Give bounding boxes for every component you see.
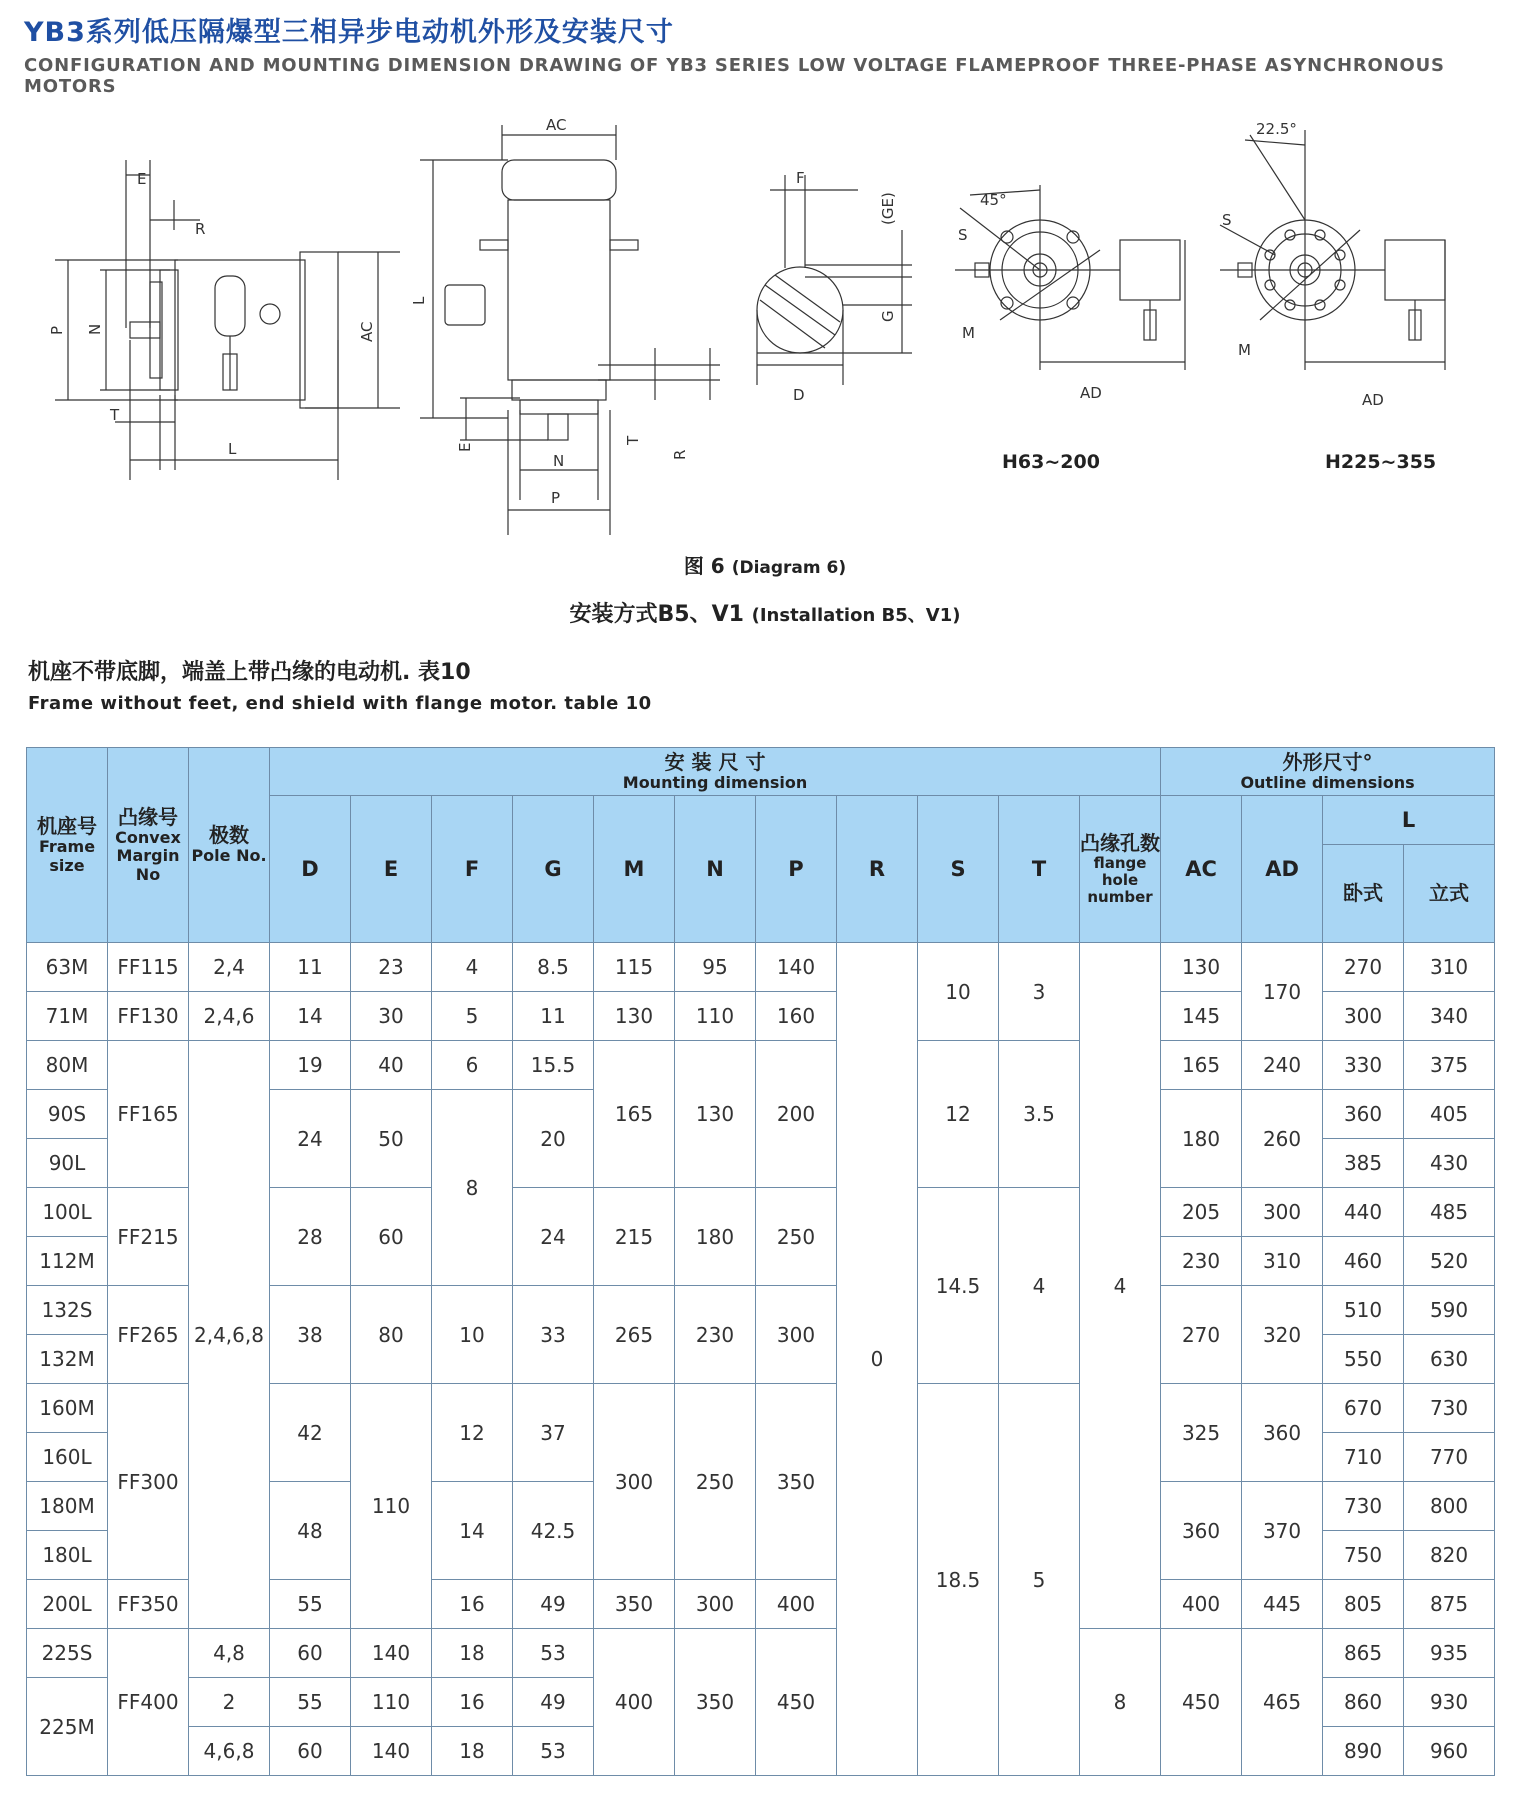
cell-flange: FF115 [108,943,189,992]
cell-P: 450 [756,1629,837,1776]
diagram-caption-en: (Diagram 6) [731,558,847,578]
header-L: L [1323,796,1495,845]
cell-E: 110 [351,1678,432,1727]
cell-pole: 4,8 [189,1629,270,1678]
cell-F: 18 [432,1629,513,1678]
cell-P: 350 [756,1384,837,1580]
cell-AC: 180 [1161,1090,1242,1188]
cell-frame: 160L [27,1433,108,1482]
cell-F: 10 [432,1286,513,1384]
cell-D: 48 [270,1482,351,1580]
cell-T: 4 [999,1188,1080,1384]
label-R-vertical: R [671,449,689,460]
table-title-cn: 机座不带底脚，端盖上带凸缘的电动机. 表10 [28,660,471,685]
label-G: G [879,310,897,322]
cell-D: 11 [270,943,351,992]
cell-pole: 2,4,6,8 [189,1041,270,1629]
header-T: T [999,796,1080,943]
header-N: N [675,796,756,943]
cell-frame: 180M [27,1482,108,1531]
label-R: R [195,220,206,238]
cell-E: 30 [351,992,432,1041]
cell-F: 12 [432,1384,513,1482]
label-P-vertical: P [551,489,561,507]
cell-L-vertical: 520 [1404,1237,1495,1286]
cell-L-horizontal: 360 [1323,1090,1404,1139]
cell-L-vertical: 770 [1404,1433,1495,1482]
cell-AD: 170 [1242,943,1323,1041]
cell-F: 5 [432,992,513,1041]
cell-F: 18 [432,1727,513,1776]
drawing-flange-large [1220,130,1445,370]
label-h-large: H225~355 [1325,451,1437,473]
label-D: D [793,386,805,404]
dimension-drawings [0,100,1530,570]
cell-E: 140 [351,1727,432,1776]
cell-L-vertical: 405 [1404,1090,1495,1139]
drawing-flange-small [955,185,1185,370]
cell-M: 215 [594,1188,675,1286]
cell-AC: 360 [1161,1482,1242,1580]
cell-G: 53 [513,1727,594,1776]
header-G: G [513,796,594,943]
cell-frame: 132S [27,1286,108,1335]
cell-L-horizontal: 440 [1323,1188,1404,1237]
header-F: F [432,796,513,943]
cell-F: 14 [432,1482,513,1580]
cell-D: 55 [270,1678,351,1727]
cell-N: 95 [675,943,756,992]
label-angle-45: 45° [980,191,1007,209]
cell-AD: 445 [1242,1580,1323,1629]
label-angle-22-5: 22.5° [1256,120,1297,138]
cell-flange: FF130 [108,992,189,1041]
label-P: P [48,325,66,335]
cell-N: 250 [675,1384,756,1580]
cell-frame: 90S [27,1090,108,1139]
label-GE: (GE) [879,192,897,225]
cell-L-horizontal: 550 [1323,1335,1404,1384]
header-E: E [351,796,432,943]
label-N: N [86,323,104,335]
label-E-vertical: E [456,442,474,452]
cell-E: 50 [351,1090,432,1188]
cell-L-vertical: 930 [1404,1678,1495,1727]
label-T-vertical: T [624,435,642,445]
cell-flange: FF300 [108,1384,189,1580]
cell-L-horizontal: 460 [1323,1237,1404,1286]
cell-D: 28 [270,1188,351,1286]
cell-L-vertical: 485 [1404,1188,1495,1237]
cell-N: 350 [675,1629,756,1776]
cell-E: 23 [351,943,432,992]
label-L: L [228,440,237,458]
cell-L-horizontal: 385 [1323,1139,1404,1188]
label-F: F [796,169,805,187]
label-M-small: M [962,324,975,342]
cell-E: 110 [351,1384,432,1629]
page-title-cn: YB3系列低压隔爆型三相异步电动机外形及安装尺寸 [24,17,674,48]
cell-E: 80 [351,1286,432,1384]
header-S: S [918,796,999,943]
header-L-vertical: 立式 [1404,845,1495,943]
cell-N: 300 [675,1580,756,1629]
cell-frame: 132M [27,1335,108,1384]
cell-S: 14.5 [918,1188,999,1384]
cell-G: 24 [513,1188,594,1286]
cell-L-horizontal: 890 [1323,1727,1404,1776]
cell-L-horizontal: 750 [1323,1531,1404,1580]
cell-frame: 225M [27,1678,108,1776]
cell-D: 24 [270,1090,351,1188]
cell-M: 165 [594,1041,675,1188]
cell-G: 53 [513,1629,594,1678]
cell-M: 265 [594,1286,675,1384]
cell-D: 42 [270,1384,351,1482]
cell-N: 230 [675,1286,756,1384]
cell-flange: FF215 [108,1188,189,1286]
cell-G: 37 [513,1384,594,1482]
table-row [27,1629,1495,1678]
cell-P: 200 [756,1041,837,1188]
label-E: E [137,170,147,188]
cell-G: 49 [513,1580,594,1629]
header-outline: 外形尺寸° Outline dimensions [1161,748,1495,796]
cell-D: 38 [270,1286,351,1384]
header-pole: 极数 Pole No. [189,748,270,943]
cell-M: 115 [594,943,675,992]
cell-frame: 225S [27,1629,108,1678]
cell-AD: 240 [1242,1041,1323,1090]
cell-AC: 205 [1161,1188,1242,1237]
cell-AD: 310 [1242,1237,1323,1286]
cell-L-vertical: 875 [1404,1580,1495,1629]
cell-frame: 100L [27,1188,108,1237]
cell-AC: 270 [1161,1286,1242,1384]
page-title-en: CONFIGURATION AND MOUNTING DIMENSION DRAWING OF YB3 SERIES LOW VOLTAGE FLAMEPROOF THREE-PHASE ASYNCHRONOUS MOTORS [24,55,1445,97]
cell-frame: 71M [27,992,108,1041]
cell-F: 16 [432,1580,513,1629]
cell-frame: 200L [27,1580,108,1629]
cell-D: 60 [270,1629,351,1678]
cell-L-horizontal: 865 [1323,1629,1404,1678]
cell-G: 49 [513,1678,594,1727]
cell-S: 12 [918,1041,999,1188]
cell-frame: 112M [27,1237,108,1286]
cell-L-vertical: 430 [1404,1139,1495,1188]
cell-AC: 230 [1161,1237,1242,1286]
cell-T: 3 [999,943,1080,1041]
cell-flange: FF265 [108,1286,189,1384]
cell-P: 300 [756,1286,837,1384]
cell-S: 10 [918,943,999,1041]
cell-pole: 2,4,6 [189,992,270,1041]
cell-E: 60 [351,1188,432,1286]
cell-M: 400 [594,1629,675,1776]
header-AD: AD [1242,796,1323,943]
cell-L-vertical: 960 [1404,1727,1495,1776]
cell-L-vertical: 935 [1404,1629,1495,1678]
cell-flange: FF350 [108,1580,189,1629]
installation-caption [0,597,1530,628]
cell-L-horizontal: 330 [1323,1041,1404,1090]
diagram-caption [0,550,1530,579]
header-P: P [756,796,837,943]
cell-T: 3.5 [999,1041,1080,1188]
cell-AD: 465 [1242,1629,1323,1776]
label-S-small: S [958,226,968,244]
cell-N: 110 [675,992,756,1041]
cell-G: 15.5 [513,1041,594,1090]
cell-N: 130 [675,1041,756,1188]
header-R: R [837,796,918,943]
cell-F: 6 [432,1041,513,1090]
cell-N: 180 [675,1188,756,1286]
cell-D: 14 [270,992,351,1041]
cell-L-vertical: 800 [1404,1482,1495,1531]
cell-L-horizontal: 670 [1323,1384,1404,1433]
cell-R: 0 [837,943,918,1776]
cell-frame: 90L [27,1139,108,1188]
cell-flange: FF400 [108,1629,189,1776]
cell-S: 18.5 [918,1384,999,1776]
cell-frame: 63M [27,943,108,992]
cell-M: 130 [594,992,675,1041]
label-AD-small: AD [1080,384,1102,402]
cell-L-vertical: 590 [1404,1286,1495,1335]
cell-L-vertical: 820 [1404,1531,1495,1580]
cell-AC: 165 [1161,1041,1242,1090]
cell-flange: FF165 [108,1041,189,1188]
cell-holes: 8 [1080,1629,1161,1776]
cell-E: 40 [351,1041,432,1090]
cell-T: 5 [999,1384,1080,1776]
diagram-caption-cn: 图 6 [683,554,725,578]
cell-G: 11 [513,992,594,1041]
cell-pole: 4,6,8 [189,1727,270,1776]
cell-L-vertical: 375 [1404,1041,1495,1090]
cell-F: 16 [432,1678,513,1727]
cell-M: 350 [594,1580,675,1629]
cell-L-horizontal: 270 [1323,943,1404,992]
label-N-vertical: N [553,452,565,470]
cell-holes: 4 [1080,943,1161,1629]
cell-AD: 300 [1242,1188,1323,1237]
label-AC: AC [358,321,376,342]
cell-AC: 325 [1161,1384,1242,1482]
cell-L-horizontal: 510 [1323,1286,1404,1335]
label-L-vertical: L [410,296,428,305]
label-M-large: M [1238,341,1251,359]
cell-L-horizontal: 860 [1323,1678,1404,1727]
table-row [27,1041,1495,1090]
cell-AC: 450 [1161,1629,1242,1776]
label-AC-top: AC [546,116,567,134]
cell-AD: 360 [1242,1384,1323,1482]
cell-M: 300 [594,1384,675,1580]
cell-D: 55 [270,1580,351,1629]
cell-F: 8 [432,1090,513,1286]
header-flange-holes: 凸缘孔数 flange hole number [1080,796,1161,943]
drawing-side-view [55,160,400,480]
cell-AC: 400 [1161,1580,1242,1629]
cell-D: 60 [270,1727,351,1776]
header-L-horizontal: 卧式 [1323,845,1404,943]
header-M: M [594,796,675,943]
cell-P: 400 [756,1580,837,1629]
header-mounting: 安 装 尺 寸 Mounting dimension [270,748,1161,796]
cell-pole: 2 [189,1678,270,1727]
cell-frame: 180L [27,1531,108,1580]
table-title-en: Frame without feet, end shield with flange motor. table 10 [28,693,652,714]
cell-E: 140 [351,1629,432,1678]
cell-AD: 260 [1242,1090,1323,1188]
label-h-small: H63~200 [1002,451,1100,473]
header-flange: 凸缘号 Convex Margin No [108,748,189,943]
cell-D: 19 [270,1041,351,1090]
label-T: T [110,406,120,424]
cell-G: 8.5 [513,943,594,992]
label-AD-large: AD [1362,391,1384,409]
cell-G: 42.5 [513,1482,594,1580]
cell-pole: 2,4 [189,943,270,992]
cell-AC: 145 [1161,992,1242,1041]
cell-AC: 130 [1161,943,1242,992]
cell-L-horizontal: 730 [1323,1482,1404,1531]
header-AC: AC [1161,796,1242,943]
installation-caption-en: (Installation B5、V1) [751,605,961,626]
header-frame: 机座号 Frame size [27,748,108,943]
cell-G: 20 [513,1090,594,1188]
cell-L-vertical: 630 [1404,1335,1495,1384]
cell-L-vertical: 340 [1404,992,1495,1041]
label-S-large: S [1222,211,1232,229]
cell-F: 4 [432,943,513,992]
cell-P: 250 [756,1188,837,1286]
cell-frame: 80M [27,1041,108,1090]
cell-L-vertical: 310 [1404,943,1495,992]
table-row [27,943,1495,992]
cell-L-horizontal: 805 [1323,1580,1404,1629]
cell-frame: 160M [27,1384,108,1433]
cell-P: 160 [756,992,837,1041]
cell-L-horizontal: 710 [1323,1433,1404,1482]
cell-L-vertical: 730 [1404,1384,1495,1433]
cell-L-horizontal: 300 [1323,992,1404,1041]
header-D: D [270,796,351,943]
dimension-table [26,747,1495,1776]
cell-G: 33 [513,1286,594,1384]
cell-AD: 370 [1242,1482,1323,1580]
drawing-vertical-view [420,125,720,535]
cell-P: 140 [756,943,837,992]
cell-AD: 320 [1242,1286,1323,1384]
installation-caption-cn: 安装方式B5、V1 [569,602,744,627]
